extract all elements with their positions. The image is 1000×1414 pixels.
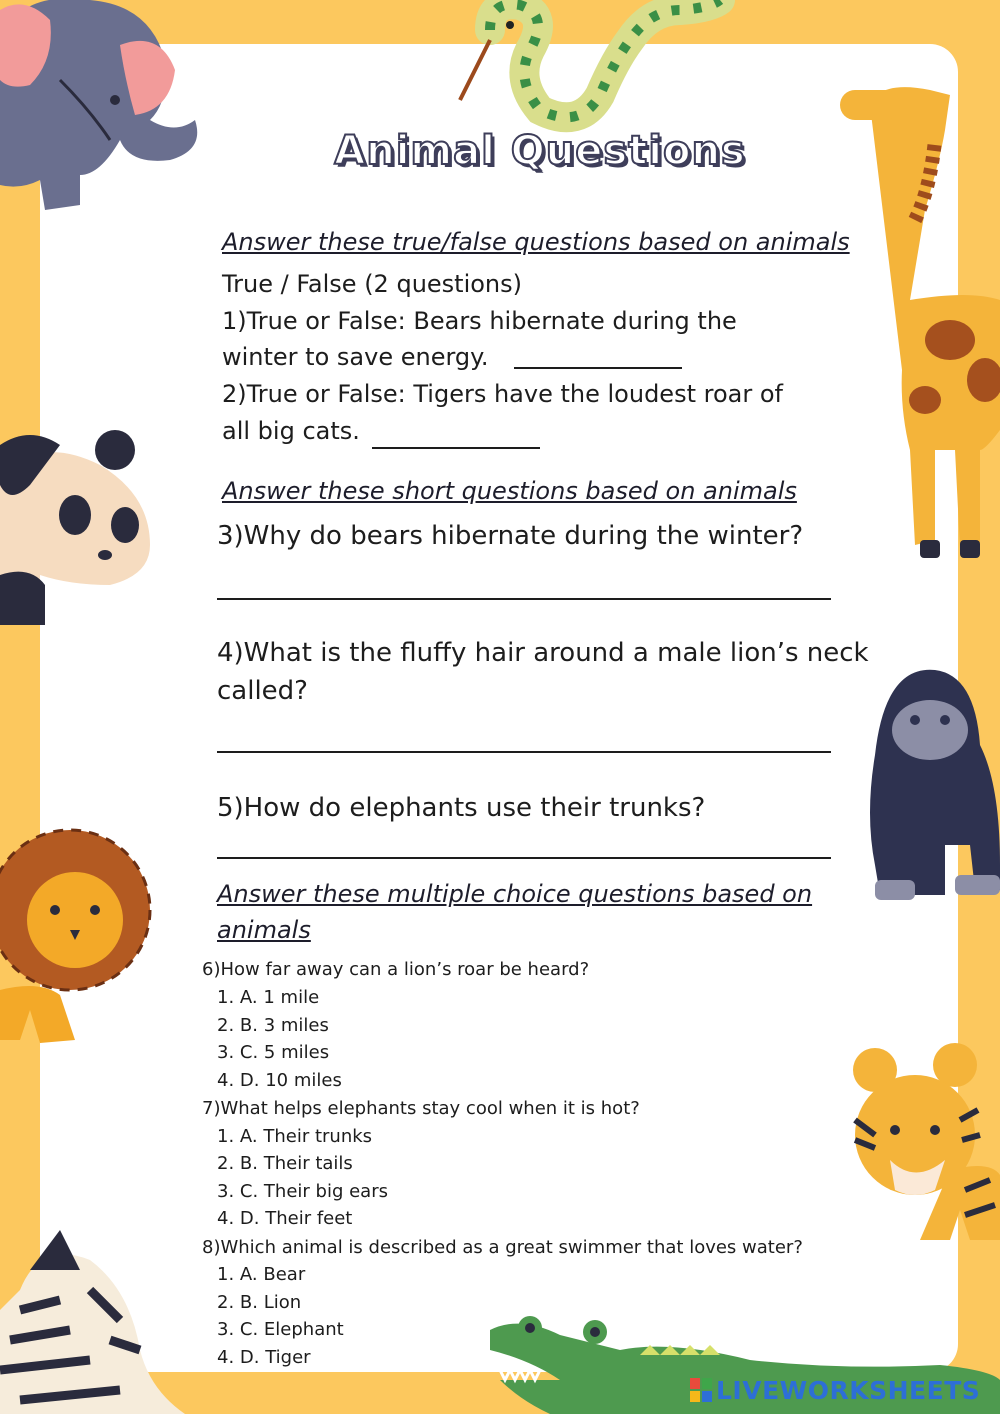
question-2-line-1: 2)True or False: Tigers have the loudest roar of <box>222 380 783 408</box>
q6-option-b[interactable]: 2. B. 3 miles <box>217 1015 329 1036</box>
true-false-subheading: True / False (2 questions) <box>222 270 523 298</box>
q6-option-c[interactable]: 3. C. 5 miles <box>217 1042 330 1063</box>
answer-line-3[interactable] <box>217 598 831 600</box>
section-heading-mc-line-2: animals <box>217 916 311 944</box>
q8-option-c[interactable]: 3. C. Elephant <box>217 1319 344 1340</box>
gorilla-illustration <box>865 665 1000 910</box>
question-2-line-2: all big cats. <box>222 417 360 445</box>
question-8: 8)Which animal is described as a great swimmer that loves water? <box>202 1237 803 1258</box>
liveworksheets-logo[interactable] <box>690 1376 980 1405</box>
q6-option-a[interactable]: 1. A. 1 mile <box>217 987 320 1008</box>
q6-option-d[interactable]: 4. D. 10 miles <box>217 1070 342 1091</box>
panda-illustration <box>0 425 160 625</box>
section-heading-mc-line-1: Answer these multiple choice questions based on <box>217 880 813 908</box>
q7-option-c[interactable]: 3. C. Their big ears <box>217 1181 388 1202</box>
section-heading-short: Answer these short questions based on animals <box>222 477 797 505</box>
answer-blank-1[interactable] <box>514 367 682 369</box>
question-1-line-1: 1)True or False: Bears hibernate during the <box>222 307 737 335</box>
zebra-illustration <box>0 1230 190 1414</box>
elephant-illustration <box>0 0 215 215</box>
q8-option-b[interactable]: 2. B. Lion <box>217 1292 302 1313</box>
q8-option-d[interactable]: 4. D. Tiger <box>217 1347 311 1368</box>
question-4-line-1: 4)What is the fluffy hair around a male lion’s neck <box>217 638 869 668</box>
q7-option-d[interactable]: 4. D. Their feet <box>217 1208 353 1229</box>
liveworksheets-grid-icon <box>690 1378 712 1402</box>
tiger-illustration <box>850 1040 1000 1250</box>
page-title: Animal Questions <box>334 128 746 174</box>
question-1-line-2: winter to save energy. <box>222 343 489 371</box>
question-7: 7)What helps elephants stay cool when it is hot? <box>202 1098 640 1119</box>
question-6: 6)How far away can a lion’s roar be heard? <box>202 959 590 980</box>
section-heading-true-false: Answer these true/false questions based on animals <box>222 228 850 256</box>
question-4-line-2: called? <box>217 676 308 706</box>
question-3: 3)Why do bears hibernate during the winter? <box>217 521 804 551</box>
answer-line-5[interactable] <box>217 857 831 859</box>
q7-option-a[interactable]: 1. A. Their trunks <box>217 1126 373 1147</box>
q8-option-a[interactable]: 1. A. Bear <box>217 1264 306 1285</box>
snake-illustration <box>430 0 730 130</box>
lion-illustration <box>0 825 165 1045</box>
q7-option-b[interactable]: 2. B. Their tails <box>217 1153 353 1174</box>
brand-name: LIVEWORKSHEETS <box>716 1376 981 1405</box>
answer-line-4[interactable] <box>217 751 831 753</box>
answer-blank-2[interactable] <box>372 447 540 449</box>
question-5: 5)How do elephants use their trunks? <box>217 793 706 823</box>
